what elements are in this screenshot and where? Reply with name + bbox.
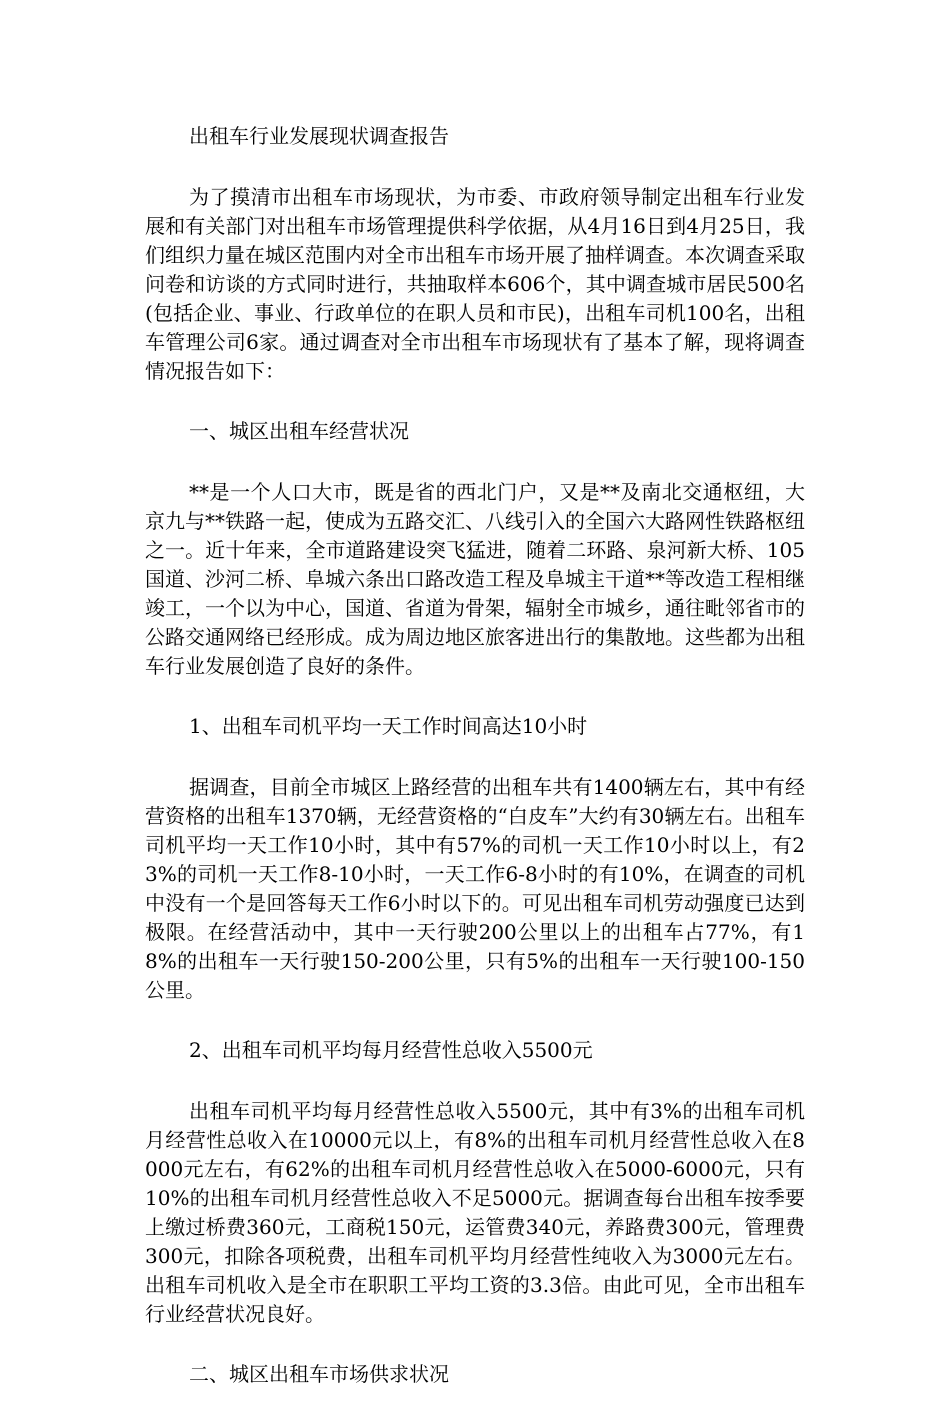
subsection-1-paragraph: 据调查，目前全市城区上路经营的出租车共有1400辆左右，其中有经营资格的出租车1370辆，无经营资格的“白皮车”大约有30辆左右。出租车司机平均一天工作10小时，其中有57%的司机一天工作10小时以上，有23%的司机一天工作8-10小时，一天工作6-8小时的有10%，在调查的司机中没有一个是回答每天工作6小时以下的。可见出租车司机劳动强度已达到极限。在经营活动中，其中一天行驶200公里以上的出租车占77%，有18%的出租车一天行驶150-200公里，只有5%的出租车一天行驶100-150公里。	[145, 775, 805, 1002]
intro-paragraph: 为了摸清市出租车市场现状，为市委、市政府领导制定出租车行业发展和有关部门对出租车市场管理提供科学依据，从4月16日到4月25日，我们组织力量在城区范围内对全市出租车市场开展了抽样调查。本次调查采取问卷和访谈的方式同时进行，共抽取样本606个，其中调查城市居民500名(包括企业、事业、行政单位的在职人员和市民)，出租车司机100名，出租车管理公司6家。通过调查对全市出租车市场现状有了基本了解，现将调查情况报告如下：	[145, 185, 805, 383]
document-body	[145, 122, 805, 1421]
subsection-heading-2: 2、出租车司机平均每月经营性总收入5500元	[189, 1038, 593, 1062]
subsection-heading-1: 1、出租车司机平均一天工作时间高达10小时	[189, 714, 588, 738]
document-title: 出租车行业发展现状调查报告	[189, 124, 449, 148]
subsection-2-paragraph: 出租车司机平均每月经营性总收入5500元，其中有3%的出租车司机月经营性总收入在10000元以上，有8%的出租车司机月经营性总收入在8000元左右，有62%的出租车司机月经营性总收入在5000-6000元，只有10%的出租车司机月经营性总收入不足5000元。据调查每台出租车按季要上缴过桥费360元，工商税150元，运管费340元，养路费300元，管理费300元，扣除各项税费，出租车司机平均月经营性纯收入为3000元左右。出租车司机收入是全市在职职工平均工资的3.3倍。由此可见，全市出租车行业经营状况良好。	[145, 1099, 805, 1326]
section-heading-2: 二、城区出租车市场供求状况	[189, 1362, 449, 1386]
section-1-paragraph: **是一个人口大市，既是省的西北门户，又是**及南北交通枢纽，大京九与**铁路一起，使成为五路交汇、八线引入的全国六大路网性铁路枢纽之一。近十年来，全市道路建设突飞猛进，随着二环路、泉河新大桥、105国道、沙河二桥、阜城六条出口路改造工程及阜城主干道**等改造工程相继竣工，一个以为中心，国道、省道为骨架，辐射全市城乡，通往毗邻省市的公路交通网络已经形成。成为周边地区旅客进出行的集散地。这些都为出租车行业发展创造了良好的条件。	[145, 480, 805, 678]
section-heading-1: 一、城区出租车经营状况	[189, 419, 409, 443]
